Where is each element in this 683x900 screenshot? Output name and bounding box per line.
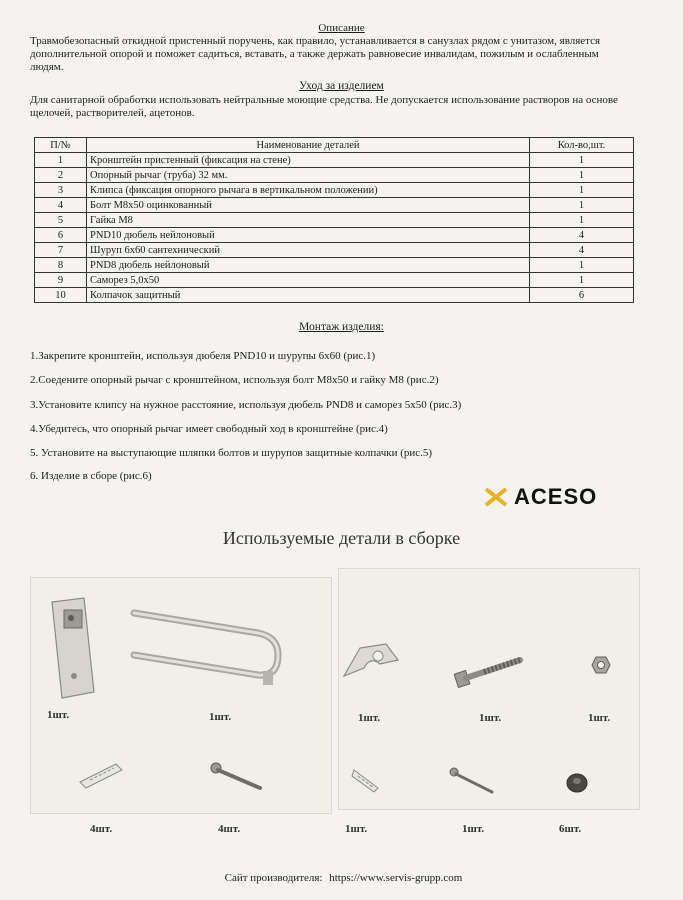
mounting-step-1: 1.Закрепите кронштейн, используя дюбеля PND10 и шурупы 6х60 (рис.1) xyxy=(30,350,376,362)
table-header-row xyxy=(35,138,634,153)
row-name: Колпачок защитный xyxy=(87,288,530,303)
table-row xyxy=(35,228,634,243)
dowel-pnd10-icon xyxy=(76,760,126,790)
row-quantity: 4 xyxy=(530,228,634,243)
table-row xyxy=(35,213,634,228)
row-name: Шуруп 6х60 сантехнический xyxy=(87,243,530,258)
lever-tube-icon xyxy=(128,605,290,691)
row-quantity: 1 xyxy=(530,258,634,273)
row-quantity: 1 xyxy=(530,183,634,198)
mounting-step-2: 2.Соедените опорный рычаг с кронштейном, используя болт М8х50 и гайку М8 (рис.2) xyxy=(30,374,439,386)
table-row xyxy=(35,258,634,273)
part-qty-label: 4шт. xyxy=(90,823,113,835)
part-qty-label: 6шт. xyxy=(559,823,582,835)
care-text: Для санитарной обработки использовать нейтральные моющие средства. Не допускается использование растворов на основе щелочей, растворителей, ацетонов. xyxy=(30,94,618,119)
site-label: Сайт производителя: xyxy=(224,872,323,884)
bracket-icon xyxy=(44,596,100,700)
description-title: Описание xyxy=(318,22,365,34)
table-row xyxy=(35,273,634,288)
part-qty-label: 4шт. xyxy=(218,823,241,835)
description-text: Травмобезопасный откидной пристенный поручень, как правило, устанавливается в санузлах рядом с унитазом, является дополнительной опорой и поможет садиться, вставать, а также держать равновесие инвалидам, пожилым и ослабленным людям. xyxy=(30,35,601,73)
row-number: 8 xyxy=(35,258,87,273)
row-quantity: 1 xyxy=(530,213,634,228)
row-number: 4 xyxy=(35,198,87,213)
row-number: 7 xyxy=(35,243,87,258)
row-number: 9 xyxy=(35,273,87,288)
bolt-icon xyxy=(454,654,526,690)
row-name: Болт М8х50 оцинкованный xyxy=(87,198,530,213)
dowel-pnd8-icon xyxy=(350,764,386,796)
protective-cap-icon xyxy=(565,772,589,794)
header-quantity: Кол-во,шт. xyxy=(530,138,634,153)
screw-6x60-icon xyxy=(208,762,264,792)
table-row xyxy=(35,168,634,183)
table-row xyxy=(35,243,634,258)
part-qty-label: 1шт. xyxy=(588,712,611,724)
row-quantity: 1 xyxy=(530,273,634,288)
aceso-logo xyxy=(482,484,597,510)
row-name: Клипса (фиксация опорного рычага в вертикальном положении) xyxy=(87,183,530,198)
row-name: Гайка М8 xyxy=(87,213,530,228)
part-qty-label: 1шт. xyxy=(209,711,232,723)
mounting-step-6: 6. Изделие в сборе (рис.6) xyxy=(30,470,152,482)
part-qty-label: 1шт. xyxy=(358,712,381,724)
table-row xyxy=(35,153,634,168)
part-qty-label: 1шт. xyxy=(462,823,485,835)
row-name: Саморез 5,0х50 xyxy=(87,273,530,288)
row-name: Кронштейн пристенный (фиксация на стене) xyxy=(87,153,530,168)
mounting-step-5: 5. Установите на выступающие шляпки болтов и шурупов защитные колпачки (рис.5) xyxy=(30,447,433,459)
row-number: 5 xyxy=(35,213,87,228)
row-name: PND8 дюбель нейлоновый xyxy=(87,258,530,273)
row-number: 10 xyxy=(35,288,87,303)
table-row xyxy=(35,183,634,198)
part-qty-label: 1шт. xyxy=(345,823,368,835)
row-name: PND10 дюбель нейлоновый xyxy=(87,228,530,243)
table-row xyxy=(35,198,634,213)
row-quantity: 1 xyxy=(530,198,634,213)
mounting-step-4: 4.Убедитесь, что опорный рычаг имеет свободный ход в кронштейне (рис.4) xyxy=(30,423,388,435)
self-tapping-screw-icon xyxy=(448,766,496,796)
row-quantity: 1 xyxy=(530,168,634,183)
mounting-title: Монтаж изделия: xyxy=(299,321,384,333)
care-title: Уход за изделием xyxy=(299,80,384,92)
clip-icon xyxy=(340,640,402,684)
header-number: П/№ xyxy=(35,138,87,153)
row-name: Опорный рычаг (труба) 32 мм. xyxy=(87,168,530,183)
part-qty-label: 1шт. xyxy=(47,709,70,721)
header-part-name: Наименование деталей xyxy=(87,138,530,153)
parts-section-title: Используемые детали в сборке xyxy=(222,528,461,548)
row-number: 1 xyxy=(35,153,87,168)
row-quantity: 1 xyxy=(530,153,634,168)
aceso-logo-icon xyxy=(482,485,510,509)
part-qty-label: 1шт. xyxy=(479,712,502,724)
parts-table xyxy=(34,137,634,303)
site-url: https://www.servis-grupp.com xyxy=(329,872,463,884)
nut-icon xyxy=(591,656,611,674)
row-number: 3 xyxy=(35,183,87,198)
row-quantity: 6 xyxy=(530,288,634,303)
table-row xyxy=(35,288,634,303)
logo-text: ACESO xyxy=(514,484,598,509)
row-number: 2 xyxy=(35,168,87,183)
manufacturer-site xyxy=(0,872,683,884)
row-quantity: 4 xyxy=(530,243,634,258)
row-number: 6 xyxy=(35,228,87,243)
mounting-step-3: 3.Установите клипсу на нужное расстояние, используя дюбель PND8 и саморез 5х50 (рис.3) xyxy=(30,399,462,411)
